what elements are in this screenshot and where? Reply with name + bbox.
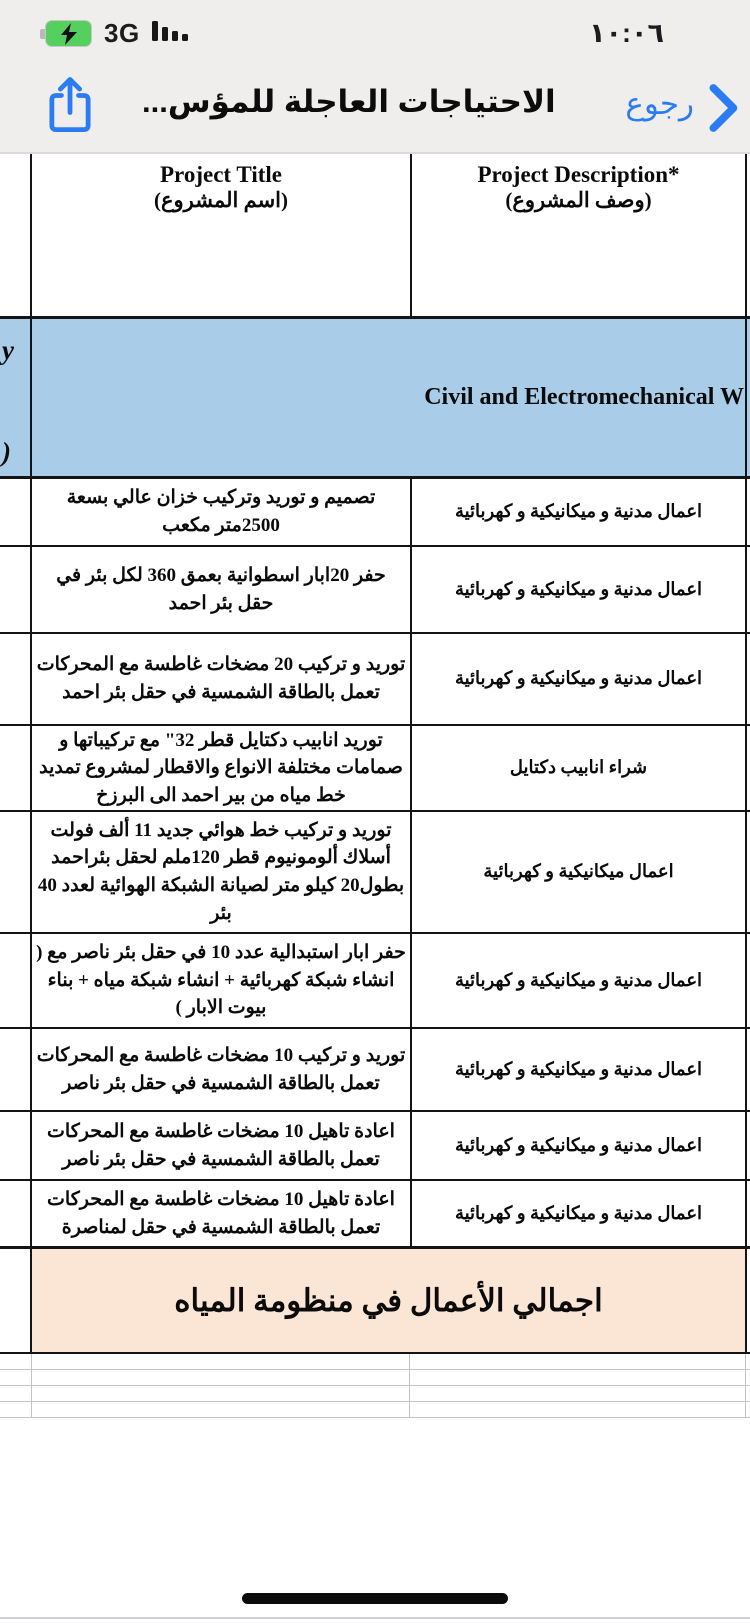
empty-cell[interactable] bbox=[32, 1386, 410, 1401]
total-banner-edge-cell[interactable] bbox=[0, 1249, 32, 1352]
project-title-cell[interactable]: توريد انابيب دكتايل قطر 32" مع تركيباتها و صمامات مختلفة الانواع والاقطار لمشروع تمديد خط مياه من بير احمد الى البرزخ bbox=[39, 729, 403, 806]
table-row bbox=[0, 547, 750, 634]
project-title-cell[interactable]: اعادة تاهيل 10 مضخات غاطسة مع المحركات تعمل بالطاقة الشمسية في حقل لمناصرة bbox=[47, 1188, 395, 1238]
empty-table-row bbox=[0, 1354, 750, 1370]
lightning-bolt-icon bbox=[59, 23, 79, 45]
project-description-cell[interactable]: اعمال مدنية و ميكانيكية و كهربائية bbox=[410, 479, 747, 545]
top-chrome bbox=[0, 0, 750, 152]
project-description-cell[interactable]: اعمال مدنية و ميكانيكية و كهربائية bbox=[410, 1112, 747, 1179]
row-left-edge-cell[interactable] bbox=[0, 479, 32, 545]
empty-cell[interactable] bbox=[410, 1370, 746, 1385]
empty-cell[interactable] bbox=[410, 1402, 746, 1417]
table-row bbox=[0, 934, 750, 1029]
row-left-edge-cell[interactable] bbox=[0, 934, 32, 1027]
total-banner-cell[interactable]: اجمالي الأعمال في منظومة المياه bbox=[32, 1249, 747, 1352]
signal-bars-icon bbox=[152, 21, 194, 45]
project-title-cell[interactable]: توريد و تركيب 20 مضخات غاطسة مع المحركات تعمل بالطاقة الشمسية في حقل بئر احمد bbox=[36, 654, 406, 703]
share-icon bbox=[42, 72, 98, 136]
project-description-cell[interactable]: اعمال مدنية و ميكانيكية و كهربائية bbox=[410, 934, 747, 1027]
table-row bbox=[0, 1112, 750, 1181]
project-title-cell[interactable]: توريد و تركيب خط هوائي جديد 11 ألف فولت أسلاك ألومونيوم قطر 120ملم لحقل بئراحمد بطول20 كيلو متر لصيانة الشبكة الهوائية لعدد 40 بئر bbox=[37, 819, 405, 924]
project-title-cell[interactable]: اعادة تاهيل 10 مضخات غاطسة مع المحركات تعمل بالطاقة الشمسية في حقل بئر ناصر bbox=[47, 1120, 395, 1170]
empty-table-row bbox=[0, 1402, 750, 1418]
project-description-header-ar: (وصف المشروع) bbox=[505, 188, 652, 212]
table-row bbox=[0, 812, 750, 934]
project-description-cell[interactable]: اعمال مدنية و ميكانيكية و كهربائية bbox=[410, 634, 747, 724]
table-body bbox=[0, 479, 750, 1249]
project-description-cell[interactable]: اعمال مدنية و ميكانيكية و كهربائية bbox=[410, 1181, 747, 1246]
status-time: ١٠:٠٦ bbox=[589, 18, 664, 48]
row-left-edge-cell[interactable] bbox=[0, 1112, 32, 1179]
clipped-text-fragment: ) bbox=[2, 437, 11, 467]
page-title: الاحتياجات العاجلة للمؤس... bbox=[142, 84, 556, 119]
status-bar bbox=[0, 0, 750, 64]
empty-cell[interactable] bbox=[32, 1402, 410, 1417]
project-description-cell[interactable]: اعمال مدنية و ميكانيكية و كهربائية bbox=[410, 1029, 747, 1110]
table-row bbox=[0, 1029, 750, 1112]
empty-table-row bbox=[0, 1370, 750, 1386]
spreadsheet-view bbox=[0, 152, 750, 1418]
project-title-cell[interactable]: حفر 20ابار اسطوانية بعمق 360 لكل بئر في حقل بئر احمد bbox=[56, 564, 386, 614]
project-description-header-en: Project Description* bbox=[477, 162, 680, 187]
project-title-cell[interactable]: تصميم و توريد وتركيب خزان عالي بسعة 2500متر مكعب bbox=[66, 487, 376, 536]
row-left-edge-cell[interactable] bbox=[0, 1029, 32, 1110]
navigation-bar bbox=[0, 64, 750, 152]
chevron-right-icon bbox=[706, 82, 742, 134]
back-button[interactable] bbox=[706, 82, 742, 134]
project-description-header-cell[interactable] bbox=[410, 154, 747, 316]
table-header-row bbox=[0, 154, 750, 319]
row-left-edge-cell[interactable] bbox=[0, 1181, 32, 1246]
network-type-label: 3G bbox=[104, 18, 140, 48]
project-title-cell[interactable]: حفر ابار استبدالية عدد 10 في حقل بئر ناصر مع ( انشاء شبكة كهربائية + انشاء شبكة مياه + بناء بيوت الابار ) bbox=[36, 942, 406, 1019]
header-left-edge-cell[interactable] bbox=[0, 154, 32, 316]
section-banner-edge-cell[interactable] bbox=[0, 319, 32, 476]
table-row bbox=[0, 634, 750, 726]
empty-cell[interactable] bbox=[410, 1386, 746, 1401]
empty-rows-section bbox=[0, 1354, 750, 1418]
row-left-edge-cell[interactable] bbox=[0, 634, 32, 724]
home-indicator[interactable] bbox=[242, 1593, 508, 1604]
project-description-cell[interactable]: اعمال ميكانيكية و كهربائية bbox=[410, 812, 747, 932]
screen-bottom-divider bbox=[0, 1617, 750, 1619]
back-button-label[interactable]: رجوع bbox=[625, 86, 694, 121]
section-banner-cell[interactable]: Civil and Electromechanical W bbox=[32, 319, 747, 476]
row-left-edge-cell[interactable] bbox=[0, 1354, 32, 1369]
battery-charging-icon bbox=[40, 20, 92, 47]
row-left-edge-cell[interactable] bbox=[0, 1402, 32, 1417]
table-row bbox=[0, 479, 750, 547]
section-banner-row bbox=[0, 319, 750, 479]
project-title-header-cell[interactable] bbox=[32, 154, 410, 316]
row-left-edge-cell[interactable] bbox=[0, 547, 32, 632]
share-button[interactable] bbox=[42, 72, 98, 136]
project-description-cell[interactable]: اعمال مدنية و ميكانيكية و كهربائية bbox=[410, 547, 747, 632]
total-banner-row bbox=[0, 1249, 750, 1354]
empty-cell[interactable] bbox=[410, 1354, 746, 1369]
empty-cell[interactable] bbox=[32, 1370, 410, 1385]
empty-cell[interactable] bbox=[32, 1354, 410, 1369]
row-left-edge-cell[interactable] bbox=[0, 812, 32, 932]
row-left-edge-cell[interactable] bbox=[0, 726, 32, 810]
clipped-text-fragment: y bbox=[2, 335, 14, 365]
empty-table-row bbox=[0, 1386, 750, 1402]
row-left-edge-cell[interactable] bbox=[0, 1386, 32, 1401]
table-row bbox=[0, 726, 750, 812]
project-title-header-en: Project Title bbox=[160, 162, 282, 187]
table-row bbox=[0, 1181, 750, 1249]
project-title-cell[interactable]: توريد و تركيب 10 مضخات غاطسة مع المحركات تعمل بالطاقة الشمسية في حقل بئر ناصر bbox=[36, 1044, 406, 1094]
project-description-cell[interactable]: شراء انابيب دكتايل bbox=[410, 726, 747, 810]
row-left-edge-cell[interactable] bbox=[0, 1370, 32, 1385]
project-title-header-ar: (اسم المشروع) bbox=[153, 188, 288, 212]
battery-body bbox=[45, 20, 92, 47]
